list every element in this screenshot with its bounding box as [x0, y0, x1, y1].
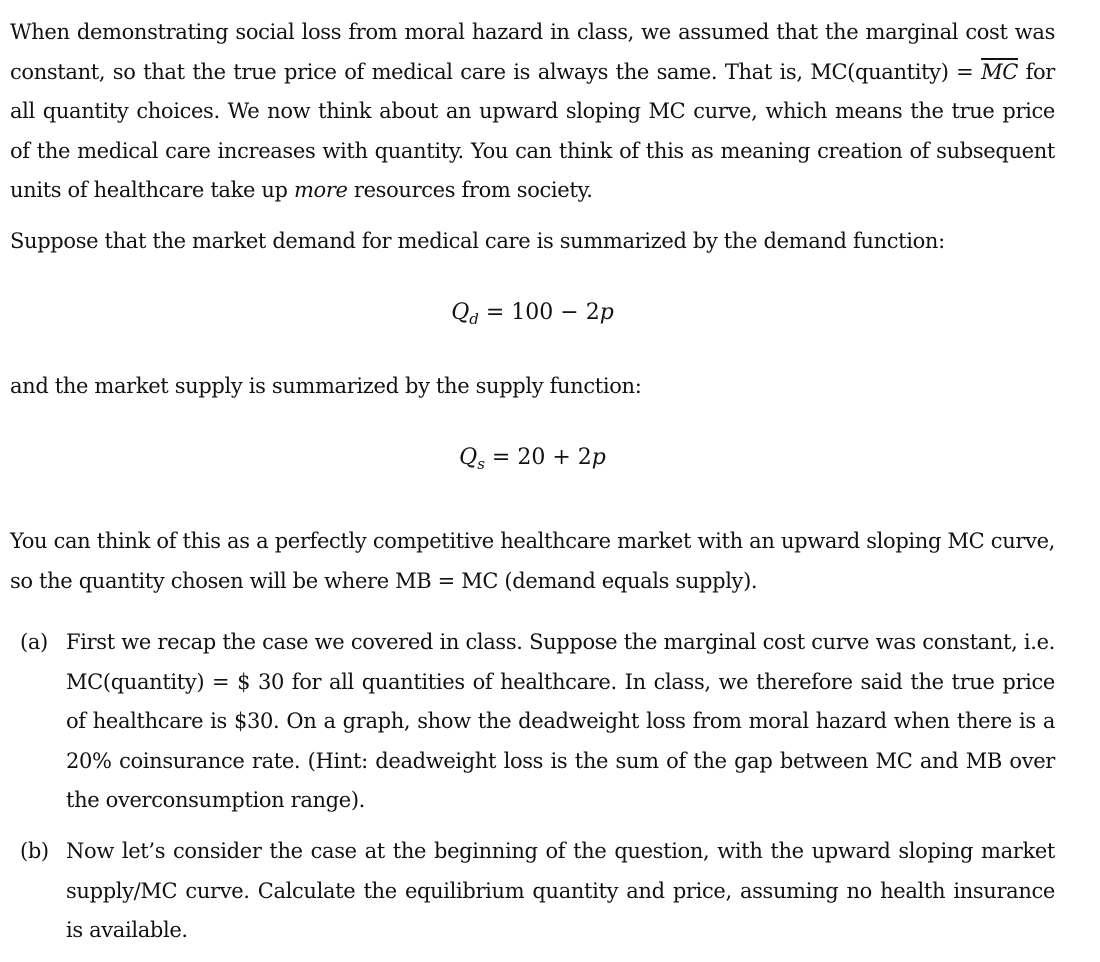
part-a-label: (a) — [20, 630, 48, 654]
part-b-label: (b) — [20, 839, 49, 863]
demand-eq-rhs: = 100 − 2 — [485, 300, 600, 325]
part-a-text: First we recap the case we covered in class. Suppose the marginal cost curve was constant, i.e. MC(quantity) = $ 30 for all quantities of healthcare. In class, we therefore said the true price of healthcare is $30. On a graph, show the deadweight loss from moral hazard when there is a 20% coinsurance rate. (Hint: deadweight loss is the sum of the gap between MC and MB over the overconsumption range). — [66, 630, 1055, 812]
demand-intro: Suppose that the market demand for medical care is summarized by the demand function: — [10, 229, 945, 253]
question-part-b — [20, 832, 1055, 951]
supply-intro: and the market supply is summarized by the supply function: — [10, 374, 642, 398]
intro-paragraph — [10, 13, 1055, 211]
supply-eq-var: p — [591, 445, 606, 470]
supply-eq-lhs: Q — [459, 445, 478, 470]
supply-eq-rhs: = 20 + 2 — [491, 445, 592, 470]
competitive-market-paragraph: You can think of this as a perfectly competitive healthcare market with an upward sloping MC curve, so the quantity chosen will be where MB = MC (demand equals supply). — [10, 529, 1055, 593]
demand-eq-var: p — [599, 300, 614, 325]
supply-equation — [0, 443, 1065, 473]
intro-text-part2: for all quantity choices. We now think about an upward sloping MC curve, which means the true price of the medical care increases with quantity. You can think of this as meaning creation of subsequent units of healthcare take up — [10, 59, 1055, 202]
intro-text-part3: resources from society. — [347, 178, 593, 202]
part-b-text: Now let’s consider the case at the beginning of the question, with the upward sloping market supply/MC curve. Calculate the equilibrium quantity and price, assuming no health insurance is available. — [66, 839, 1055, 942]
demand-equation — [0, 298, 1065, 328]
demand-eq-sub: d — [469, 310, 479, 328]
question-part-a — [20, 623, 1055, 821]
demand-eq-lhs: Q — [451, 300, 470, 325]
intro-text-part1: When demonstrating social loss from moral hazard in class, we assumed that the marginal cost was constant, so that the true price of medical care is always the same. That is, MC(quantity) = — [10, 20, 1055, 84]
supply-eq-sub: s — [477, 455, 485, 473]
mc-bar-symbol: $\overline{MC}$ — [981, 59, 1018, 84]
intro-emphasis: more — [293, 178, 348, 202]
